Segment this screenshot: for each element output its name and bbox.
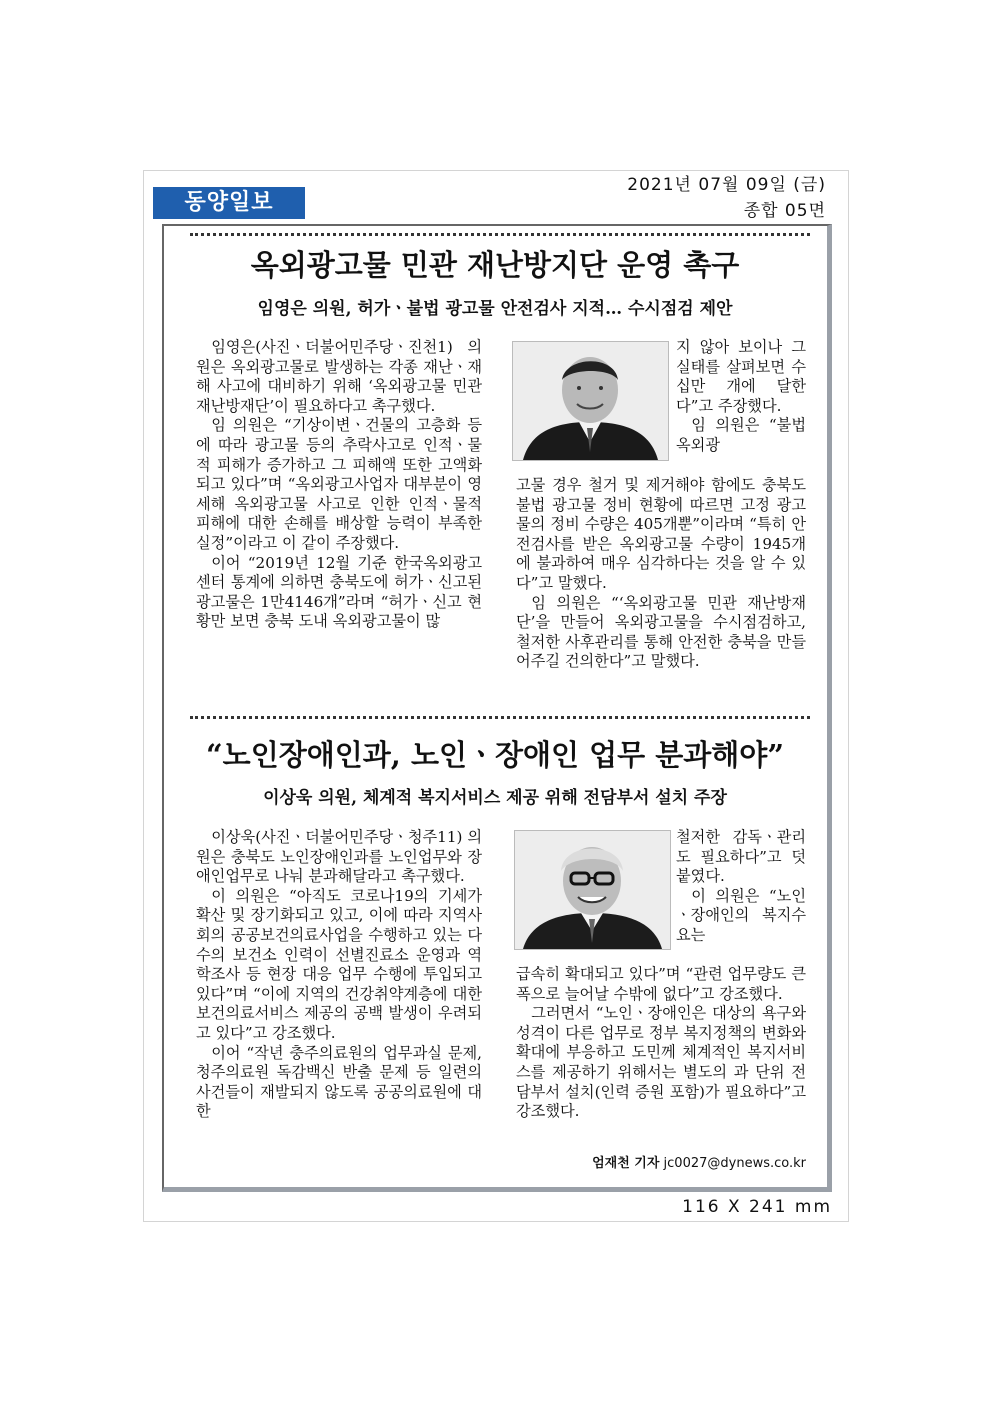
portrait-icon: [513, 342, 668, 460]
article1-paragraph: 임 의원은 “불법 옥외광: [676, 416, 806, 454]
article2-paragraph: 이상욱(사진ㆍ더불어민주당ㆍ청주11) 의원은 충북도 노인장애인과를 노인업무와 장애인업무로 나눠 분과해달라고 촉구했다.: [196, 828, 482, 886]
article1-paragraph: 임 의원은 “‘옥외광고물 민관 재난방재단’을 만들어 옥외광고물을 수시점검하고, 철저한 사후관리를 통해 안전한 충북을 만들어주길 건의한다”고 말했다.: [516, 593, 806, 671]
article2-column1: [196, 828, 482, 1122]
article1-column2-bottom: [516, 476, 806, 672]
clipping-size: 116 X 241 mm: [682, 1197, 832, 1217]
article2-paragraph: 급속히 확대되고 있다”며 “관련 업무량도 큰 폭으로 늘어날 수밖에 없다”고 강조했다.: [516, 965, 806, 1003]
article1-headline: 옥외광고물 민관 재난방지단 운영 촉구: [250, 248, 740, 282]
article2-subhead: 이상욱 의원, 체계적 복지서비스 제공 위해 전담부서 설치 주장: [263, 788, 727, 808]
reporter-email: jc0027@dynews.co.kr: [663, 1156, 806, 1171]
reporter-name: 엄재천 기자: [592, 1156, 660, 1171]
article1-paragraph: 지 않아 보이나 그 실태를 살펴보면 수십만 개에 달한다”고 주장했다.: [676, 338, 806, 415]
article1-paragraph: 임 의원은 “기상이변ㆍ건물의 고층화 등에 따라 광고물 등의 추락사고로 인적ㆍ물적 피해가 증가하고 그 피해액 또한 고액화되고 있다”며 “옥외광고사업자 대부분이 영세해 옥외광고물 사고로 인한 인적ㆍ물적 피해에 대한 손해를 배상할 능력이 부족한 실정”이라고 이 같이 주장했다.: [196, 416, 482, 552]
article2-column2-top: [676, 828, 806, 946]
article1-subhead: 임영은 의원, 허가ㆍ불법 광고물 안전검사 지적… 수시점검 제안: [257, 299, 733, 319]
article2-paragraph: 이 의원은 “노인ㆍ장애인의 복지수요는: [676, 886, 806, 944]
portrait-icon: [515, 831, 670, 949]
article1-photo: [512, 341, 669, 461]
article2-photo: [514, 830, 671, 950]
newspaper-logo: 동양일보: [153, 187, 305, 219]
article2-column2-bottom: [516, 965, 806, 1122]
issue-date: 2021년 07월 09일 (금): [627, 175, 826, 195]
article2-paragraph: 그러면서 “노인ㆍ장애인은 대상의 욕구와 성격이 다른 업무로 정부 복지정책의 변화와 확대에 부응하고 도민께 체계적인 복지서비스를 제공하기 위해서는 별도의 과 단위 전담부서 설치(인력 증원 포함)가 필요하다”고 강조했다.: [516, 1004, 806, 1121]
article-divider: [190, 716, 810, 719]
top-divider: [190, 233, 810, 236]
article1-column1: [196, 338, 482, 632]
article2-paragraph: 철저한 감독ㆍ관리도 필요하다”고 덧붙였다.: [676, 828, 806, 886]
article2-paragraph: 이 의원은 “아직도 코로나19의 기세가 확산 및 장기화되고 있고, 이에 따라 지역사회의 공공보건의료사업을 수행하고 있는 다수의 보건소 인력이 선별진료소 운영과 역학조사 등 현장 대응 업무 수행에 투입되고 있다”며 “이에 지역의 건강취약계층에 대한 보건의료서비스 제공의 공백 발생이 우려되고 있다”고 강조했다.: [196, 886, 482, 1042]
article2-headline: “노인장애인과, 노인ㆍ장애인 업무 분과해야”: [206, 738, 784, 772]
article2-paragraph: 이어 “작년 충주의료원의 업무과실 문제, 청주의료원 독감백신 반출 문제 등 일련의 사건들이 재발되지 않도록 공공의료원에 대한: [196, 1043, 482, 1121]
article1-paragraph: 임영은(사진ㆍ더불어민주당ㆍ진천1) 의원은 옥외광고물로 발생하는 각종 재난ㆍ재해 사고에 대비하기 위해 ‘옥외광고물 민관 재난방재단’이 필요하다고 촉구했다.: [196, 338, 482, 415]
article1-paragraph: 이어 “2019년 12월 기준 한국옥외광고센터 통계에 의하면 충북도에 허가ㆍ신고된 광고물은 1만4146개”라며 “허가ㆍ신고 현황만 보면 충북 도내 옥외광고물이 많: [196, 553, 482, 631]
article1-paragraph: 고물 경우 철거 및 제거해야 함에도 충북도 불법 광고물 정비 현황에 따르면 고정 광고물의 정비 수량은 405개뿐”이라며 “특히 안전검사를 받은 옥외광고물 수량이 1945개에 불과하여 매우 심각하다는 것을 알 수 있다”고 말했다.: [516, 476, 806, 592]
page-label: 종합 05면: [743, 201, 826, 221]
byline: [592, 1152, 806, 1171]
article1-column2-top: [676, 338, 806, 456]
